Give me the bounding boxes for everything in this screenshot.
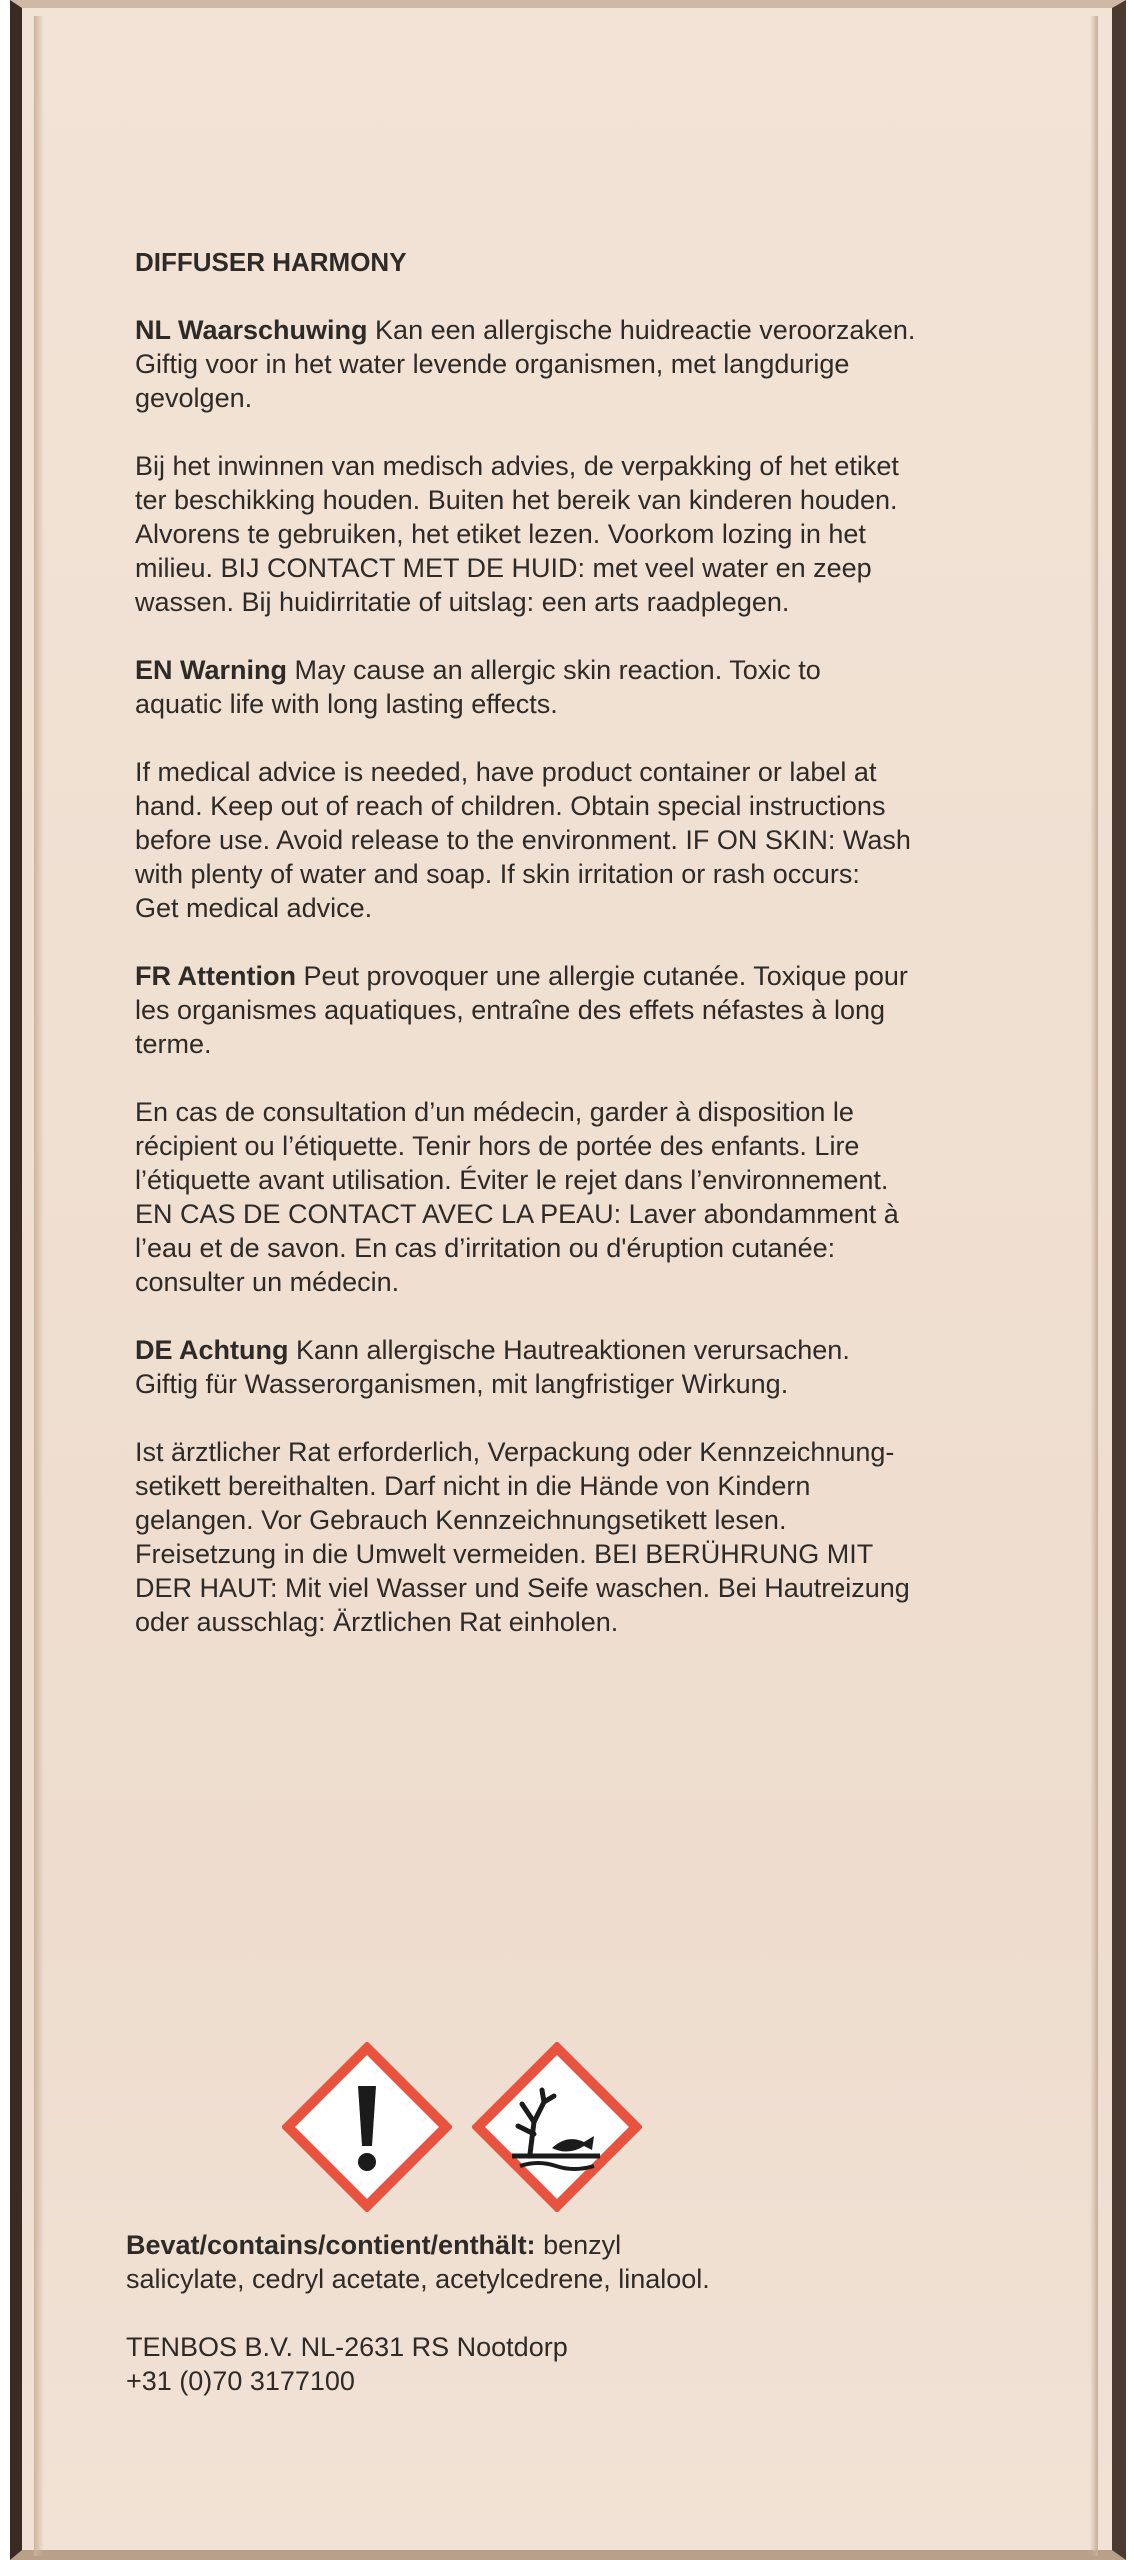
de-hazard-statement — [135, 1333, 1035, 1401]
en-hazard-statement — [135, 653, 1035, 721]
en-hazard-text: May cause an allergic skin reaction. Toxic to aquatic life with long lasting effects. — [135, 655, 821, 719]
de-hazard-text: Kann allergische Hautreaktionen verursachen. Giftig für Wasserorganismen, mit langfristiger Wirkung. — [135, 1335, 850, 1399]
product-title: DIFFUSER HARMONY — [135, 247, 407, 277]
hazard-pictograms — [282, 2042, 662, 2212]
ingredients-label: Bevat/contains/contient/enthält: — [126, 2230, 536, 2260]
de-warning-label: DE Achtung — [135, 1335, 289, 1365]
footer-block — [126, 2228, 1026, 2398]
panel-edge-left — [34, 16, 44, 2556]
ingredients-text: benzyl salicylate, cedryl acetate, acetylcedrene, linalool. — [126, 2230, 710, 2294]
ingredients-statement — [126, 2228, 1026, 2296]
panel-edge-right — [1090, 16, 1098, 2556]
company-address: TENBOS B.V. NL-2631 RS Nootdorp — [126, 2332, 568, 2362]
company-phone: +31 (0)70 3177100 — [126, 2366, 355, 2396]
de-precautions: Ist ärztlicher Rat erforderlich, Verpackung oder Kennzeichnung- setikett bereithalten. Darf nicht in die Hände von Kindern gelangen. Vor Gebrauch Kennzeichnungsetikett lesen. Freisetzung in die Umwelt vermeiden. BEI BERÜHRUNG MIT DER HAUT: Mit viel Wasser und Seife waschen. Bei Hautreizung oder ausschlag: Ärztlichen Rat einholen. — [135, 1437, 910, 1637]
exclamation-mark-hazard-icon — [282, 2042, 452, 2212]
environment-hazard-icon — [472, 2042, 642, 2212]
en-precautions: If medical advice is needed, have product container or label at hand. Keep out of reach of children. Obtain special instructions before use. Avoid release to the environment. IF ON SKIN: Wash with plenty of water and soap. If skin irritation or rash occurs: Get medical advice. — [135, 757, 911, 923]
nl-precautions: Bij het inwinnen van medisch advies, de verpakking of het etiket ter beschikking houden. Buiten het bereik van kinderen houden. Alvorens te gebruiken, het etiket lezen. Voorkom lozing in het milieu. BIJ CONTACT MET DE HUID: met veel water en zeep wassen. Bij huidirritatie of uitslag: een arts raadplegen. — [135, 451, 899, 617]
nl-hazard-text: Kan een allergische huidreactie veroorzaken. Giftig voor in het water levende organismen, met langdurige gevolgen. — [135, 315, 916, 413]
company-info — [126, 2330, 1026, 2398]
warning-text-block — [135, 245, 1035, 1673]
fr-precautions: En cas de consultation d’un médecin, garder à disposition le récipient ou l’étiquette. Tenir hors de portée des enfants. Lire l’étiquette avant utilisation. Éviter le rejet dans l’environnement. EN CAS DE CONTACT AVEC LA PEAU: Laver abondamment à l’eau et de savon. En cas d’irritation ou d'éruption cutanée: consulter un médecin. — [135, 1097, 899, 1297]
fr-hazard-text: Peut provoquer une allergie cutanée. Toxique pour les organismes aquatiques, entraîne des effets néfastes à long terme. — [135, 961, 908, 1059]
fr-warning-label: FR Attention — [135, 961, 296, 991]
nl-warning-label: NL Waarschuwing — [135, 315, 368, 345]
nl-hazard-statement — [135, 313, 1035, 415]
en-warning-label: EN Warning — [135, 655, 287, 685]
fr-hazard-statement — [135, 959, 1035, 1061]
